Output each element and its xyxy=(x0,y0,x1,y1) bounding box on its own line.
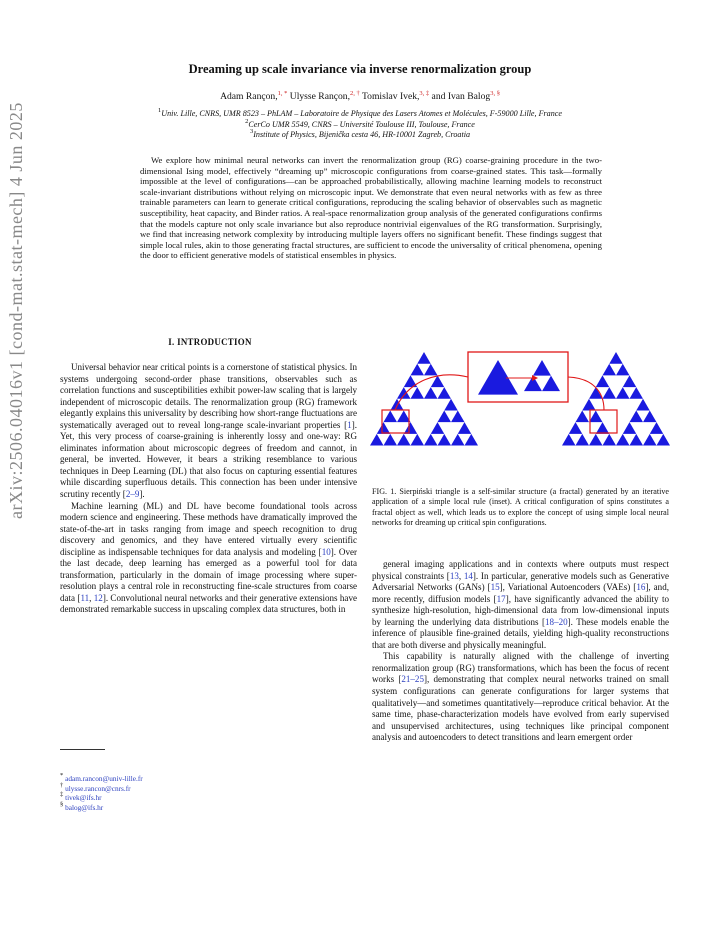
sierpinski-right-triangle xyxy=(643,410,657,422)
sierpinski-left-triangle xyxy=(411,434,425,446)
sierpinski-right-triangle xyxy=(623,375,637,387)
sierpinski-right-triangle xyxy=(576,410,590,422)
citation-link[interactable]: 21–25 xyxy=(401,674,424,685)
footnotes xyxy=(60,774,143,812)
affiliation-3: $^3$Institute of Physics, Bijenička cesta 46, HR-10001 Zagreb, Croatia xyxy=(249,128,471,140)
sierpinski-left-triangle xyxy=(431,422,445,434)
citation-link[interactable]: 16 xyxy=(636,582,646,593)
author-1-marks: 1, * xyxy=(277,90,288,97)
sierpinski-right-triangle xyxy=(616,434,630,446)
sierpinski-left-triangle xyxy=(397,387,411,399)
paragraph: Machine learning (ML) and DL have become foundational tools across modern science and engineering. These methods have dramatically improved the state-of-the-art in tasks ranging from image and speech recognition to drug discovery and genomics, and they have entered virtually every scientific discipline as indispensable techniques for data analysis and modeling [10]. Over the last decade, deep learning has emerged as a powerful tool for data transformation, particularly in the domain of image processing where super-resolution plays a central role in reconstructing fine-scale structures from coarse data [11, 12]. Convolutional neural networks and their generative extensions have demonstrated remarkable success in upscaling complex data structures, both in xyxy=(60,500,358,615)
sierpinski-left-triangle xyxy=(438,434,452,446)
sierpinski-left-triangle xyxy=(417,352,431,364)
section-heading: I. INTRODUCTION xyxy=(168,337,252,347)
sierpinski-left-triangle xyxy=(438,387,452,399)
figure-caption: FIG. 1. Sierpiński triangle is a self-similar structure (a fractal) generated by an iterative application of a simple local rule (inset). A critical configuration of spins constitutes a fractal object as well, which leads us to explore the concept of using simple local neural networks for dreaming up critical spin configurations. xyxy=(372,487,669,527)
sierpinski-left-triangle xyxy=(451,434,465,446)
email-link[interactable]: balog@ifs.hr xyxy=(65,802,104,812)
author-1: Adam Rançon,$^{1, *}$ xyxy=(220,90,288,102)
sierpinski-right-triangle xyxy=(589,387,603,399)
sierpinski-left-triangle xyxy=(397,434,411,446)
citation-link[interactable]: 18–20 xyxy=(545,616,568,627)
sierpinski-right-triangle xyxy=(650,422,664,434)
footnote-3: ‡ tivek@ifs.hr xyxy=(60,791,102,803)
sierpinski-right-triangle xyxy=(569,422,583,434)
affiliation-2: $^2$CerCo UMR 5549, CNRS – Université Toulouse III, Toulouse, France xyxy=(245,117,475,129)
sierpinski-right-triangle xyxy=(657,434,671,446)
affiliations xyxy=(0,109,720,141)
inset-subdivided-triangle xyxy=(542,376,560,392)
footnote-rule xyxy=(60,749,105,750)
citation-link[interactable]: 17 xyxy=(496,593,506,604)
sierpinski-left-triangle xyxy=(444,399,458,411)
sierpinski-left-triangle xyxy=(411,387,425,399)
footnote-1: * adam.rancon@univ-lille.fr xyxy=(60,772,143,783)
paragraph: Universal behavior near critical points is a cornerstone of statistical physics. In systems undergoing second-order phase transitions, observables such as correlation functions and susceptibilities exhibit power-law scaling that is largely independent of microscopic details. The renormalization group (RG) framework elegantly explains this universality by describing how short-range fluctuations are systematically averaged out to reveal long-range scale-invariant properties [1]. Yet, this very process of coarse-graining is inherently lossy and one-way: RG eliminates information about microscopic degrees of freedom and cannot, in general, be inverted. However, it bears a striking resemblance to various techniques in Deep Learning (DL) that also focus on capturing essential features while discarding superfluous details. This connection has been under intensive scrutiny recently [2–9]. xyxy=(60,362,357,500)
citation-link[interactable]: 1 xyxy=(347,419,352,430)
citation-link[interactable]: 2–9 xyxy=(125,489,140,500)
author-3-marks: 3, ‡ xyxy=(419,90,430,97)
paper-title: Dreaming up scale invariance via inverse renormalization group xyxy=(188,62,532,76)
sierpinski-right-triangle xyxy=(562,434,576,446)
sierpinski-right-triangle xyxy=(576,434,590,446)
affiliation-1: $^1$Univ. Lille, CNRS, UMR 8523 – PhLAM – Laboratoire de Physique des Lasers Atomes et Molécules, F-59000 Lille, France xyxy=(158,107,562,118)
sierpinski-left-triangle xyxy=(411,364,425,376)
sierpinski-right-triangle xyxy=(643,434,657,446)
sierpinski-right-triangle xyxy=(630,434,644,446)
sierpinski-left-triangle xyxy=(384,434,398,446)
author-3: Tomislav Ivek,$^{3, \ddagger}$ and xyxy=(361,90,448,102)
sierpinski-left-triangle xyxy=(424,364,438,376)
sierpinski-right-triangle xyxy=(582,399,596,411)
sierpinski-left-triangle xyxy=(424,387,438,399)
email-link[interactable]: adam.rancon@univ-lille.fr xyxy=(65,774,143,783)
sierpinski-left-triangle xyxy=(370,434,384,446)
sierpinski-right-triangle xyxy=(603,434,617,446)
sierpinski-left-triangle xyxy=(458,422,472,434)
author-4-marks: 3, § xyxy=(490,90,500,97)
sierpinski-right-triangle xyxy=(609,352,623,364)
sierpinski-right-triangle xyxy=(616,364,630,376)
author-2: Ulysse Rançon,$^{2, \dagger}$ xyxy=(289,90,360,102)
paragraph: This capability is naturally aligned with the challenge of inverting renormalization group (RG) transformations, which has been the focus of recent works [21–25], demonstrating that complex neural networks trained on small system configurations can generate configurations for larger systems that qualitatively—and sometimes quantitatively—reproduce critical behavior. At the same time, phase-characterization models have evolved from early supervised and unsupervised architectures, using techniques like principal component analysis and autoencoders to detect transitions and learn emergent order xyxy=(372,651,669,743)
inset-solid-triangle xyxy=(478,360,518,395)
footnote-2: † ulysse.rancon@cnrs.fr xyxy=(60,781,131,793)
right-column xyxy=(372,559,669,744)
inset-subdivided-triangle xyxy=(533,360,551,376)
figure-1 xyxy=(368,340,670,475)
sierpinski-figure xyxy=(368,340,670,475)
abstract: We explore how minimal neural networks can invert the renormalization group (RG) coarse-graining procedure in the two-dimensional Ising model, effectively “dreaming up” microscopic configurations from coarse-grained states. This task—formally impossible at the level of configurations—can be approached probabilistically, allowing machine learning models to reconstruct scale-invariant distributions without relying on microscopic input. We demonstrate that even neural networks with as few as three trainable parameters can learn to generate critical configurations, reproducing the scaling behavior of observables such as magnetic susceptibility, heat capacity, and Binder ratios. A real-space renormalization group analysis of the generated configurations confirms that the models capture not only scale invariance but also reproduce nontrivial eigenvalues of the RG transformation. Surprisingly, we find that increasing network complexity by introducing multiple layers offers no significant benefit. These findings suggest that simple local rules, akin to those generating fractal structures, are sufficient to encode the universality of critical phenomena, opening the door to efficient generative models of statistical ensembles in physics. xyxy=(140,155,602,261)
sierpinski-right-triangle xyxy=(596,375,610,387)
sierpinski-right-triangle xyxy=(623,422,637,434)
author-list xyxy=(0,91,720,102)
sierpinski-left-triangle xyxy=(384,410,398,422)
citation-link[interactable]: 13 xyxy=(449,570,459,581)
footnote-4: § balog@ifs.hr xyxy=(60,800,104,812)
sierpinski-left-triangle xyxy=(438,410,452,422)
paragraph: general imaging applications and in contexts where outputs must respect physical constraints [13, 14]. In particular, generative models such as Generative Adversarial Networks (GANs) [15], Variational Autoencoders (VAEs) [16], and, more recently, diffusion models [17], have significantly advanced the ability to synthesize high-resolution, high-dimensional data from low-dimensional inputs by learning the underlying data distributions [18–20]. These models enable the inference of plausible fine-grained details, yielding high-quality reconstructions that are both diverse and physically meaningful. xyxy=(372,559,670,650)
sierpinski-right-triangle xyxy=(589,410,603,422)
sierpinski-right-triangle xyxy=(589,434,603,446)
sierpinski-right-triangle xyxy=(603,364,617,376)
citation-link[interactable]: 14 xyxy=(463,570,473,581)
sierpinski-left-triangle xyxy=(377,422,391,434)
sierpinski-right-triangle xyxy=(596,422,610,434)
citation-link[interactable]: 10 xyxy=(321,546,331,557)
sierpinski-right-triangle xyxy=(630,387,644,399)
email-link[interactable]: tivek@ifs.hr xyxy=(65,793,102,803)
sierpinski-right-triangle xyxy=(616,387,630,399)
sierpinski-left-triangle xyxy=(404,422,418,434)
sierpinski-right-triangle xyxy=(636,399,650,411)
sierpinski-right-triangle xyxy=(603,387,617,399)
citation-link[interactable]: 11 xyxy=(80,592,90,603)
sierpinski-left-triangle xyxy=(465,434,479,446)
sierpinski-left-triangle xyxy=(424,434,438,446)
citation-link[interactable]: 15 xyxy=(490,582,500,593)
email-link[interactable]: ulysse.rancon@cnrs.fr xyxy=(65,783,131,793)
citation-link[interactable]: 12 xyxy=(93,592,103,603)
sierpinski-right-triangle xyxy=(630,410,644,422)
left-column xyxy=(60,362,357,616)
sierpinski-left-triangle xyxy=(451,410,465,422)
arxiv-sidebar-stamp: arXiv:2506.04016v1 [cond-mat.stat-mech] 4 Jun 2025 xyxy=(6,102,26,519)
author-2-marks: 2, † xyxy=(350,90,360,97)
author-4: Ivan Balog$^{3, \S}$ xyxy=(447,90,500,102)
